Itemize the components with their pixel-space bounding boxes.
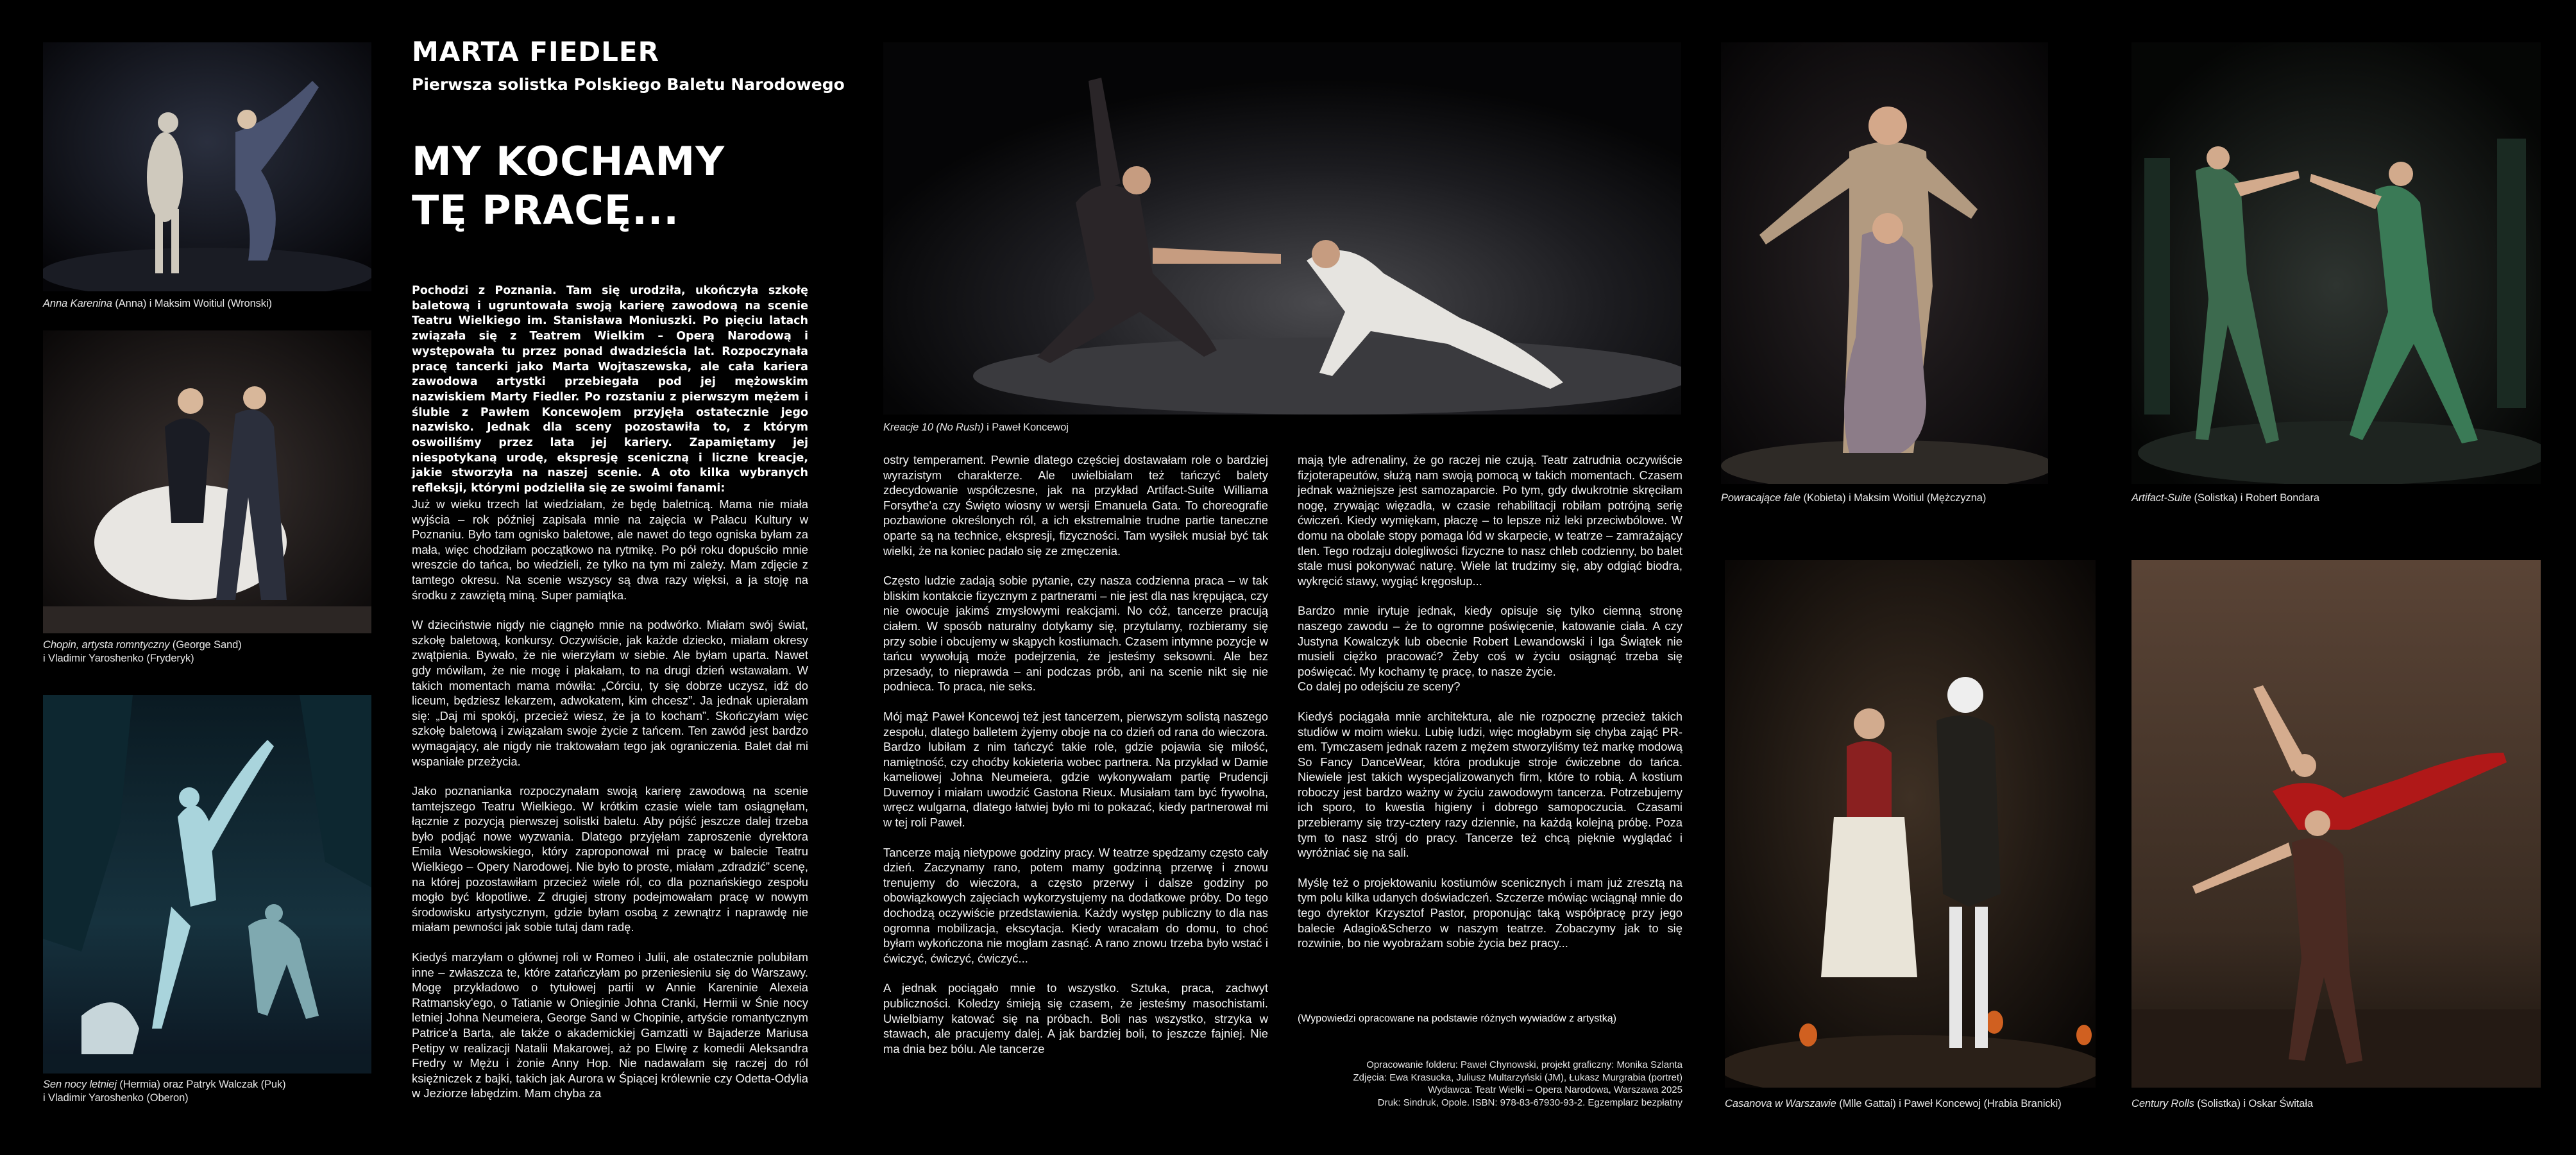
credit-line: Wydawca: Teatr Wielki – Opera Narodowa, Warszawa 2025 (1428, 1084, 1682, 1095)
caption-casanova: Casanova w Warszawie (Mlle Gattai) i Paweł Koncewoj (Hrabia Branicki) (1725, 1098, 2062, 1109)
headline-line-1: MY KOCHAMY (412, 138, 725, 185)
paragraph: Bardzo mnie irytuje jednak, kiedy opisuje się tylko ciemną stronę naszego zawodu – że to ogromne poświęcenie, katowanie ciała. A czy Justyna Kowalczyk lub obecnie Robert Lewandowski i Iga Świątek nie musieli ciężko pracować? Żeby coś w życiu osiągnąć trzeba się poświęcać. My kochamy tę pracę, to nasze życie. Co dalej po odejściu ze sceny? (1298, 604, 1682, 694)
paragraph: Mój mąż Paweł Koncewoj też jest tancerzem, pierwszym solistą naszego zespołu, dlatego balletem żyjemy oboje na co dzień od rana do wieczora. Bardzo lubiłam z nim tańczyć takie role, gdzie pojawia się miłość, namiętność, czy choćby kokieteria wobec partnera. Na przykład w Damie kameliowej Johna Neumeiera, gdzie wykonywałam partię Prudencji Duvernoy i miałam uwodzić Gastona Rieux. Musiałam tam być frywolna, wręcz wulgarna, dlatego łatwiej było mi to pokazać, kiedy partnerował mi w tej roli Paweł. (883, 709, 1268, 830)
caption-anna-karenina: Anna Karenina (Anna) i Maksim Woitiul (Wronski) (43, 298, 272, 309)
credit-line: Druk: Sindruk, Opole. ISBN: 978-83-67930-93-2. Egzemplarz bezpłatny (1377, 1097, 1682, 1108)
photo-casanova (1725, 560, 2096, 1088)
artist-subtitle: Pierwsza solistka Polskiego Baletu Narodowego (412, 75, 845, 94)
photo-century-rolls (2131, 560, 2541, 1088)
lead-paragraph: Pochodzi z Poznania. Tam się urodziła, ukończyła szkołę baletową i ugruntowała swoją karierę zawodową na scenie Teatru Wielkiego im. Stanisława Moniuszki. Po pięciu latach związała się z Teatrem Wielkim – Operą Narodową i występowała tu przez ponad dwadzieścia lat. Rozpoczynała pracę tancerki jako Marta Wojtaszewska, ale cała kariera zawodowa artystki przebiegała pod jej mężowskim nazwiskiem Marty Fiedler. Po rozstaniu z pierwszym mężem i ślubie z Pawłem Koncewojem przyjęła ostatecznie jego nazwisko. Jednak dla sceny pozostawiła to, z którym oswoiliśmy przez lata jej kariery. Zapamiętamy jej niespotykaną urodę, ekspresję sceniczną i liczne kreacje, jakie stworzyła na naszej scenie. A oto kilka wybranych refleksji, którymi podzieliła się ze swoimi fanami: (412, 284, 808, 495)
caption-powracajace-fale: Powracające fale (Kobieta) i Maksim Woitiul (Mężczyzna) (1721, 492, 1987, 504)
caption-sen-nocy-letniej: Sen nocy letniej (Hermia) oraz Patryk Walczak (Puk) i Vladimir Yaroshenko (Oberon) (43, 1079, 286, 1104)
paragraph: A jednak pociągało mnie to wszystko. Sztuka, praca, zachwyt publiczności. Koledzy śmieją się czasem, że jesteśmy masochistami. Uwielbiamy katować się na próbach. Boli nas wszystko, strzyka w stawach, ale pracujemy dalej. A jak bardziej boli, to jeszcze fajniej. Nie ma dnia bez bólu. Ale tancerze (883, 981, 1268, 1056)
photo-anna-karenina (43, 42, 371, 291)
paragraph: Tancerze mają nietypowe godziny pracy. W teatrze spędzamy często cały dzień. Zaczynamy rano, potem mamy godzinną przerwę i znowu trenujemy do wieczora, a często przerwy i dalsze godziny po obowiązkowych zajęciach wykorzystujemy na dodatkowe próby. Do tego dochodzą oczywiście przedstawienia. Każdy występ publiczny to dla nas ogromna mobilizacja, ekscytacja. Kiedy wracałam do domu, to choć byłam wykończona nie mogłam zasnąć. A rano znowu trzeba było wstać i ćwiczyć, ćwiczyć, ćwiczyć... (883, 845, 1268, 965)
photo-artifact-suite (2131, 42, 2541, 484)
caption-artifact-suite: Artifact-Suite (Solistka) i Robert Bondara (2131, 492, 2319, 504)
paragraph: ostry temperament. Pewnie dlatego częściej dostawałam role o bardziej wyrazistym charakterze. Ale uwielbiałam też tańczyć balety zdecydowanie współczesne, jak na przykład Artifact-Suite Williama Forsythe'a czy Święto wiosny w wersji Emanuela Gata. To choreografie pozbawione określonych ról, a ich ekstremalnie trudne partie taneczne oparte są na technice, ekspresji, fizyczności. Tam wysiłek musiał być tak wielki, że na koniec padało się ze zmęczenia. (883, 453, 1268, 558)
paragraph: mają tyle adrenaliny, że go raczej nie czują. Teatr zatrudnia oczywiście fizjoterapeutów, służą nam swoją pomocą w takich momentach. Czasem jednak ważniejsze jest samozaparcie. Po tym, gdy dwukrotnie skręciłam nogę, zrywając więzadła, w czasie rehabilitacji robiłam potrójną serię ćwiczeń. Kiedy wymiękam, płaczę – to lepsze niż leki przeciwbólowe. W domu na obolałe stopy pomaga lód w skarpecie, w teatrze – zamrażający tlen. Tego rodzaju dolegliwości fizyczne to nasz chleb codzienny, bo balet stale musi pokonywać naturę. Wiele lat trudzimy się, aby odgiąć biodra, wykręcić stawy, wygiąć kręgosłup... (1298, 453, 1682, 588)
credit-line: Zdjęcia: Ewa Krasucka, Juliusz Multarzyński (JM), Łukasz Murgrabia (portret) (1353, 1072, 1682, 1083)
photo-kreacje-10 (883, 42, 1681, 415)
publication-credits (1298, 1059, 1682, 1109)
paragraph: Kiedyś pociągała mnie architektura, ale nie rozpocznę przecież takich studiów w moim wieku. Lubię ludzi, więc mogłabym się chyba zająć PR-em. Tymczasem jednak razem z mężem stworzyliśmy też markę modową So Fancy DanceWear, która produkuje stroje ćwiczebne do tańca. Niewiele jest takich wyspecjalizowanych firm, które to robią. A kostium roboczy jest bardzo ważny w życiu zawodowym tancerza. Potrzebujemy ich sporo, to kwestia higieny i dobrego samopoczucia. Czasami przebieramy się trzy-cztery razy dziennie, na każdą kolejną próbę. Poza tym to nasz strój do pracy. Tancerze też chcą pięknie wyglądać i wyróżniać się na sali. (1298, 709, 1682, 860)
paragraph: Jako poznanianka rozpoczynałam swoją karierę zawodową na scenie tamtejszego Teatru Wielkiego. W krótkim czasie wiele tam osiągnęłam, łącznie z pozycją pierwszej solistki baletu. Aby pójść jeszcze dalej trzeba było podjąć nowe wyzwania. Dlatego przyjęłam zaproszenie dyrektora Emila Wesołowskiego, który zaproponował mi pracę w balecie Teatru Wielkiego – Opery Narodowej. Nie było to proste, miałam „zdradzić” scenę, na której pozostawiłam przecież wiele ról, co dla poznańskiego zespołu mogło być kłopotliwe. Z drugiej strony podejmowałam pracę w nowym środowisku artystycznym, gdzie byłam osobą z zewnątrz i naprawdę nie miałam pewności jak sobie tutaj dam radę. (412, 784, 808, 934)
caption-chopin: Chopin, artysta romntyczny (George Sand) i Vladimir Yaroshenko (Fryderyk) (43, 639, 242, 664)
paragraph: Myślę też o projektowaniu kostiumów scenicznych i mam już zresztą na tym polu kilka udanych doświadczeń. Szczerze mówiąc wciągnął mnie do tego dyrektor Krzysztof Pastor, proponując taką współpracę przy jego balecie Adagio&Scherzo w naszym teatrze. Zobaczymy jak to się rozwinie, bo nie wyobrażam sobie życia bez pracy... (1298, 875, 1682, 950)
paragraph: Kiedyś marzyłam o głównej roli w Romeo i Julii, ale ostatecznie polubiłam inne – zwłaszcza te, które zatańczyłam po przeniesieniu się do Warszawy. Mogę przykładowo o tytułowej partii w Annie Kareninie Alexeia Ratmansky'ego, o Tatianie w Onieginie Johna Cranki, Hermii w Śnie nocy letniej Johna Neumeiera, George Sand w Chopinie, artyście romantycznym Patrice'a Barta, ale także o akademickiej Gamzatti w Bajaderze Mariusa Petipy w realizacji Natalii Makarowej, aż po Elwirę z komedii Aleksandra Fredry w Mężu i żonie Anny Hop. Nie nadawałam się raczej do ról księżniczek z bajki, takich jak Aurora w Śpiącej królewnie czy Odetta-Odylia w Jeziorze łabędzim. Mam chyba za (412, 950, 808, 1100)
column-3 (1298, 452, 1682, 966)
paragraph: Już w wieku trzech lat wiedziałam, że będę baletnicą. Mama nie miała wyjścia – rok później zapisała mnie na zajęcia w Pałacu Kultury w Poznaniu. Było tam ognisko baletowe, ale nawet do tego ogniska byłam za mała, więc chodziłam początkowo na rytmikę. Po pół roku dopuściło mnie wreszcie do tańca, bo wiedzieli, że tylko na tym mi zależy. Mam zdjęcie z tamtego okresu. Na scenie wszyscy są dwa razy więksi, a ja stoję na środku z zawziętą miną. Super pamiątka. (412, 497, 808, 602)
credit-line: Opracowanie folderu: Paweł Chynowski, projekt graficzny: Monika Szlanta (1366, 1059, 1682, 1070)
article-headline (412, 137, 725, 235)
paragraph: Często ludzie zadają sobie pytanie, czy nasza codzienna praca – w tak bliskim kontakcie fizycznym z partnerami – nie jest dla nas krępująca, czy nie owocuje jakimś zmysłowymi reakcjami. No cóż, tancerze pracują ciałem. W sposób naturalny dotykamy się, przytulamy, rozbieramy się przy sobie i obcujemy w skąpych kostiumach. Czasem intymne pozycje w tańcu wywołują może podejrzenia, że jesteśmy seksowni. Ale bez przesady, to nieprawda – ani podczas prób, ani na scenie nikt się nie podnieca. To praca, nie seks. (883, 574, 1268, 694)
caption-kreacje-10: Kreacje 10 (No Rush) i Paweł Koncewoj (883, 422, 1069, 433)
interview-note: (Wypowiedzi opracowane na podstawie różnych wywiadów z artystką) (1298, 1013, 1616, 1024)
column-2 (883, 452, 1268, 1071)
photo-powracajace-fale (1721, 42, 2048, 484)
caption-century-rolls: Century Rolls (Solistka) i Oskar Świtała (2131, 1098, 2313, 1109)
artist-name: MARTA FIEDLER (412, 36, 659, 67)
column-1 (412, 497, 808, 1116)
photo-sen-nocy-letniej (43, 695, 371, 1074)
paragraph: W dzieciństwie nigdy nie ciągnęło mnie na podwórko. Miałam swój świat, szkołę baletową, konkursy. Oczywiście, jak każde dziecko, miałam okresy zwątpienia. Bywało, że nie wierzyłam w siebie. Ale byłam uparta. Nawet gdy mówiłam, że nie mogę i płakałam, to na drugi dzień wstawałam. W takich momentach mama mówiła: „Córciu, ty się dobrze uczysz, idź do liceum, będziesz lekarzem, adwokatem, kim chcesz”. Ja jednak upierałam się: „Daj mi spokój, przecież wiesz, że ja to kocham”. Skończyłam więc szkołę baletową i związałam swoje życie z tańcem. Ten zawód jest bardzo wymagający, ale nigdy nie traktowałam tego jak ograniczenia. Balet dał mi wspaniałe przeżycia. (412, 618, 808, 768)
headline-line-2: TĘ PRACĘ... (412, 187, 679, 234)
photo-chopin (43, 330, 371, 633)
